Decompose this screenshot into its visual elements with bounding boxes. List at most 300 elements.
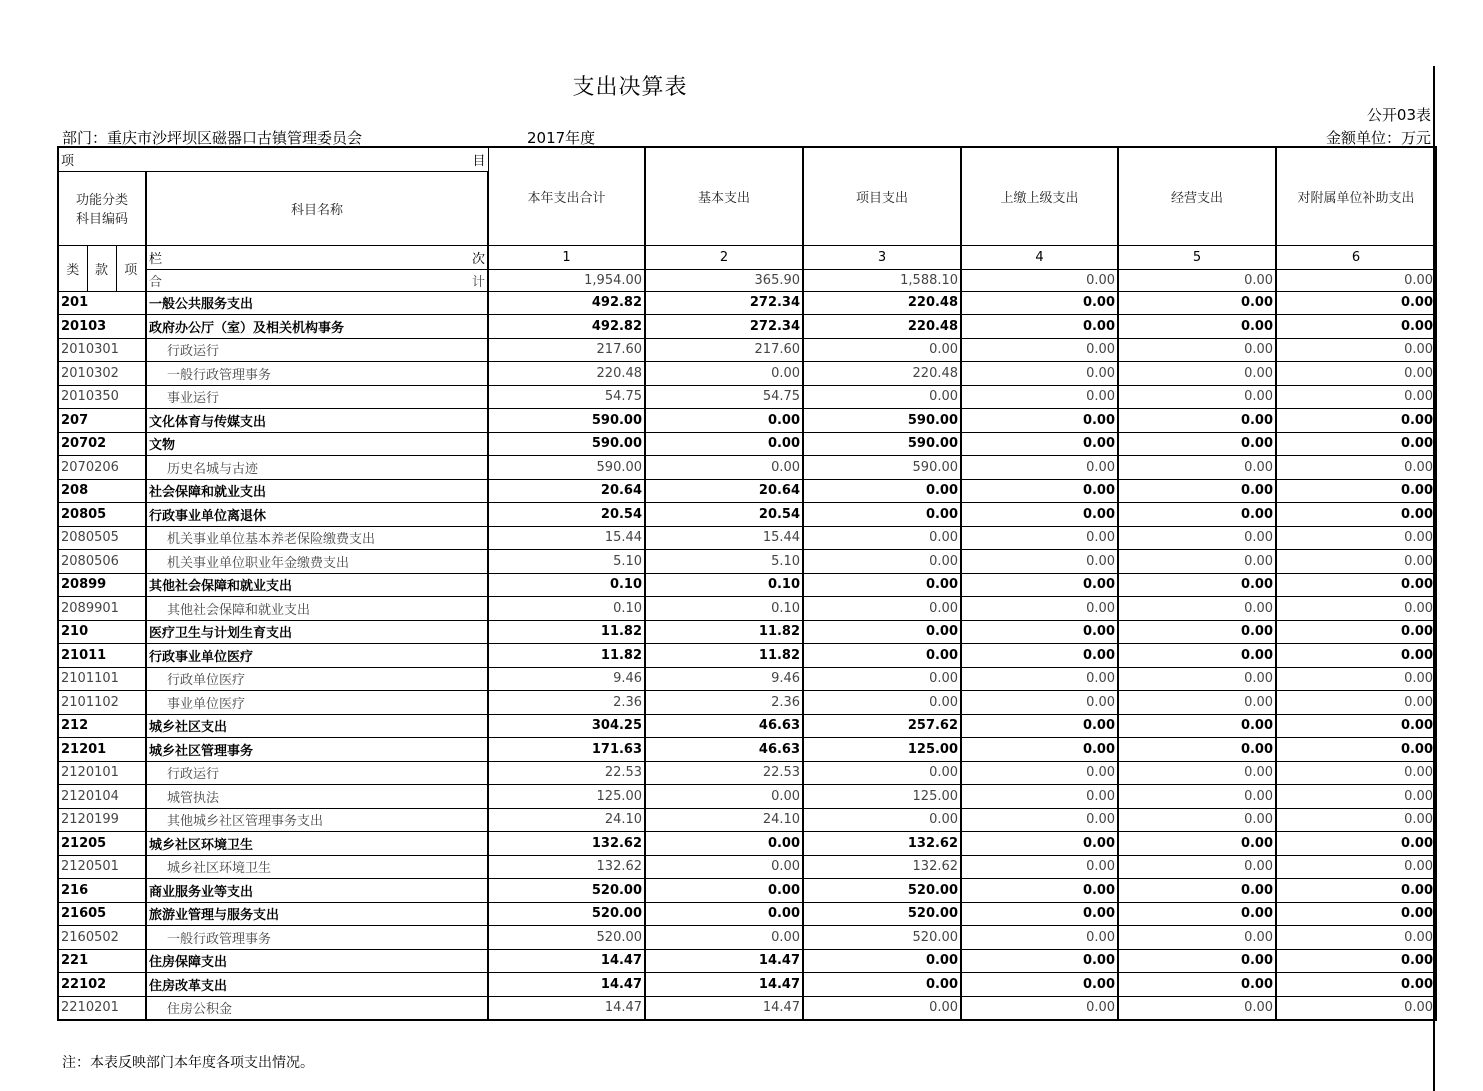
row-value-2: 272.34 (645, 315, 803, 339)
row-name: 城乡社区环境卫生 (146, 832, 488, 856)
row-value-6: 0.00 (1276, 832, 1436, 856)
row-code: 20805 (58, 503, 146, 527)
row-name: 其他城乡社区管理事务支出 (146, 808, 488, 832)
row-value-4: 0.00 (961, 291, 1118, 315)
table-row (58, 667, 1436, 691)
col-header-3: 项目支出 (803, 147, 961, 245)
row-value-4: 0.00 (961, 761, 1118, 785)
row-value-5: 0.00 (1118, 879, 1276, 903)
row-code: 2120101 (58, 761, 146, 785)
row-value-6: 0.00 (1276, 573, 1436, 597)
row-name: 社会保障和就业支出 (146, 479, 488, 503)
row-value-1: 20.64 (488, 479, 645, 503)
row-value-6: 0.00 (1276, 409, 1436, 433)
row-value-3: 0.00 (803, 573, 961, 597)
total-value-2: 365.90 (645, 269, 803, 291)
row-value-1: 132.62 (488, 832, 645, 856)
row-code: 210 (58, 620, 146, 644)
row-value-5: 0.00 (1118, 761, 1276, 785)
total-row (58, 269, 1436, 291)
row-name: 城管执法 (146, 785, 488, 809)
row-value-1: 22.53 (488, 761, 645, 785)
row-value-3: 0.00 (803, 691, 961, 715)
col-num-4: 4 (961, 245, 1118, 269)
row-value-6: 0.00 (1276, 714, 1436, 738)
department-label: 部门：重庆市沙坪坝区磁器口古镇管理委员会 (62, 129, 363, 147)
row-code: 2101102 (58, 691, 146, 715)
row-value-6: 0.00 (1276, 291, 1436, 315)
row-value-2: 0.00 (645, 902, 803, 926)
table-row (58, 691, 1436, 715)
row-value-3: 0.00 (803, 808, 961, 832)
table-row (58, 362, 1436, 386)
row-value-2: 0.00 (645, 832, 803, 856)
row-value-4: 0.00 (961, 879, 1118, 903)
row-value-6: 0.00 (1276, 879, 1436, 903)
row-code: 212 (58, 714, 146, 738)
row-value-2: 0.00 (645, 785, 803, 809)
row-value-2: 2.36 (645, 691, 803, 715)
row-value-5: 0.00 (1118, 832, 1276, 856)
row-value-6: 0.00 (1276, 691, 1436, 715)
row-value-4: 0.00 (961, 385, 1118, 409)
row-value-5: 0.00 (1118, 291, 1276, 315)
header-code-label: 功能分类 科目编码 (58, 171, 146, 245)
row-code: 20702 (58, 432, 146, 456)
row-name: 其他社会保障和就业支出 (146, 597, 488, 621)
row-value-4: 0.00 (961, 503, 1118, 527)
table-row (58, 949, 1436, 973)
row-name: 商业服务业等支出 (146, 879, 488, 903)
row-code: 2120501 (58, 855, 146, 879)
row-value-5: 0.00 (1118, 973, 1276, 997)
row-value-6: 0.00 (1276, 738, 1436, 762)
row-value-2: 0.00 (645, 362, 803, 386)
row-value-1: 132.62 (488, 855, 645, 879)
form-number: 公开03表 (1366, 106, 1431, 124)
header-row-top (58, 147, 1436, 171)
row-value-4: 0.00 (961, 926, 1118, 950)
row-value-6: 0.00 (1276, 456, 1436, 480)
table-row (58, 573, 1436, 597)
row-value-4: 0.00 (961, 808, 1118, 832)
row-value-6: 0.00 (1276, 996, 1436, 1020)
row-code: 21605 (58, 902, 146, 926)
row-value-5: 0.00 (1118, 996, 1276, 1020)
row-value-3: 220.48 (803, 291, 961, 315)
table-row (58, 291, 1436, 315)
row-value-2: 0.00 (645, 926, 803, 950)
table-row (58, 644, 1436, 668)
row-value-4: 0.00 (961, 409, 1118, 433)
header-kuan: 款 (87, 245, 116, 291)
row-value-5: 0.00 (1118, 456, 1276, 480)
row-value-6: 0.00 (1276, 503, 1436, 527)
row-value-6: 0.00 (1276, 597, 1436, 621)
row-value-2: 9.46 (645, 667, 803, 691)
row-name: 机关事业单位基本养老保险缴费支出 (146, 526, 488, 550)
row-value-3: 0.00 (803, 996, 961, 1020)
row-name: 行政事业单位离退休 (146, 503, 488, 527)
row-value-1: 492.82 (488, 315, 645, 339)
row-value-3: 520.00 (803, 926, 961, 950)
row-value-3: 0.00 (803, 949, 961, 973)
row-code: 2120104 (58, 785, 146, 809)
row-value-6: 0.00 (1276, 785, 1436, 809)
table-row (58, 409, 1436, 433)
row-value-4: 0.00 (961, 973, 1118, 997)
row-code: 2010302 (58, 362, 146, 386)
row-value-1: 11.82 (488, 620, 645, 644)
row-value-2: 14.47 (645, 973, 803, 997)
row-value-5: 0.00 (1118, 691, 1276, 715)
fiscal-year-label: 2017年度 (527, 129, 596, 147)
row-name: 住房改革支出 (146, 973, 488, 997)
row-value-5: 0.00 (1118, 667, 1276, 691)
row-value-6: 0.00 (1276, 338, 1436, 362)
table-row (58, 503, 1436, 527)
row-value-1: 520.00 (488, 926, 645, 950)
row-value-3: 132.62 (803, 832, 961, 856)
row-value-4: 0.00 (961, 996, 1118, 1020)
row-code: 2010301 (58, 338, 146, 362)
col-header-4: 上缴上级支出 (961, 147, 1118, 245)
table-row (58, 315, 1436, 339)
row-code: 20899 (58, 573, 146, 597)
row-name: 文化体育与传媒支出 (146, 409, 488, 433)
row-value-5: 0.00 (1118, 808, 1276, 832)
row-value-5: 0.00 (1118, 644, 1276, 668)
row-code: 2080505 (58, 526, 146, 550)
row-value-3: 590.00 (803, 456, 961, 480)
header-xiang: 项 (61, 153, 75, 169)
row-value-4: 0.00 (961, 315, 1118, 339)
footnote: 注：本表反映部门本年度各项支出情况。 (62, 1055, 314, 1071)
row-value-6: 0.00 (1276, 385, 1436, 409)
table-row (58, 832, 1436, 856)
row-value-6: 0.00 (1276, 902, 1436, 926)
row-value-6: 0.00 (1276, 644, 1436, 668)
col-num-6: 6 (1276, 245, 1436, 269)
amount-unit-label: 金额单位：万元 (1325, 129, 1431, 147)
row-value-3: 0.00 (803, 761, 961, 785)
row-value-3: 0.00 (803, 550, 961, 574)
row-name: 一般行政管理事务 (146, 362, 488, 386)
row-value-2: 54.75 (645, 385, 803, 409)
row-value-6: 0.00 (1276, 667, 1436, 691)
row-value-2: 0.10 (645, 573, 803, 597)
row-value-2: 20.54 (645, 503, 803, 527)
row-code: 2010350 (58, 385, 146, 409)
row-value-4: 0.00 (961, 573, 1118, 597)
row-code: 207 (58, 409, 146, 433)
expenditure-table (57, 146, 1437, 1021)
row-value-3: 0.00 (803, 503, 961, 527)
header-mu: 目 (472, 153, 486, 169)
table-row (58, 902, 1436, 926)
row-value-4: 0.00 (961, 550, 1118, 574)
row-code: 221 (58, 949, 146, 973)
row-value-6: 0.00 (1276, 808, 1436, 832)
row-value-5: 0.00 (1118, 738, 1276, 762)
total-value-1: 1,954.00 (488, 269, 645, 291)
row-value-3: 0.00 (803, 597, 961, 621)
row-value-1: 520.00 (488, 879, 645, 903)
row-value-5: 0.00 (1118, 855, 1276, 879)
row-name: 事业运行 (146, 385, 488, 409)
row-code: 20103 (58, 315, 146, 339)
row-code: 201 (58, 291, 146, 315)
row-value-2: 11.82 (645, 644, 803, 668)
row-name: 医疗卫生与计划生育支出 (146, 620, 488, 644)
table-row (58, 996, 1436, 1020)
row-value-4: 0.00 (961, 691, 1118, 715)
row-value-2: 14.47 (645, 996, 803, 1020)
row-value-3: 520.00 (803, 879, 961, 903)
row-value-5: 0.00 (1118, 385, 1276, 409)
row-value-6: 0.00 (1276, 973, 1436, 997)
row-code: 2080506 (58, 550, 146, 574)
total-ji: 计 (472, 274, 486, 290)
col-num-1: 1 (488, 245, 645, 269)
row-value-3: 125.00 (803, 785, 961, 809)
row-value-2: 0.00 (645, 855, 803, 879)
row-value-1: 9.46 (488, 667, 645, 691)
row-value-2: 46.63 (645, 738, 803, 762)
row-value-2: 0.00 (645, 879, 803, 903)
row-value-6: 0.00 (1276, 550, 1436, 574)
row-name: 一般公共服务支出 (146, 291, 488, 315)
row-value-2: 0.00 (645, 409, 803, 433)
table-row (58, 855, 1436, 879)
row-value-4: 0.00 (961, 338, 1118, 362)
row-name: 行政单位医疗 (146, 667, 488, 691)
row-value-5: 0.00 (1118, 479, 1276, 503)
row-value-1: 24.10 (488, 808, 645, 832)
total-value-3: 1,588.10 (803, 269, 961, 291)
row-value-5: 0.00 (1118, 550, 1276, 574)
row-code: 216 (58, 879, 146, 903)
row-value-1: 54.75 (488, 385, 645, 409)
header-lan: 栏 (149, 251, 163, 267)
row-value-6: 0.00 (1276, 362, 1436, 386)
row-value-3: 132.62 (803, 855, 961, 879)
row-value-1: 590.00 (488, 456, 645, 480)
row-value-3: 0.00 (803, 526, 961, 550)
row-code: 2070206 (58, 456, 146, 480)
row-value-4: 0.00 (961, 456, 1118, 480)
row-name: 文物 (146, 432, 488, 456)
row-value-5: 0.00 (1118, 573, 1276, 597)
row-value-4: 0.00 (961, 362, 1118, 386)
row-value-4: 0.00 (961, 832, 1118, 856)
row-code: 2120199 (58, 808, 146, 832)
col-header-1: 本年支出合计 (488, 147, 645, 245)
row-value-6: 0.00 (1276, 855, 1436, 879)
row-name: 事业单位医疗 (146, 691, 488, 715)
row-value-1: 14.47 (488, 996, 645, 1020)
row-code: 2101101 (58, 667, 146, 691)
col-header-6: 对附属单位补助支出 (1276, 147, 1436, 245)
row-name: 城乡社区支出 (146, 714, 488, 738)
row-value-1: 590.00 (488, 409, 645, 433)
row-name: 城乡社区环境卫生 (146, 855, 488, 879)
row-name: 住房保障支出 (146, 949, 488, 973)
row-name: 一般行政管理事务 (146, 926, 488, 950)
row-value-2: 15.44 (645, 526, 803, 550)
row-value-5: 0.00 (1118, 526, 1276, 550)
row-code: 2160502 (58, 926, 146, 950)
row-value-2: 0.00 (645, 456, 803, 480)
table-row (58, 620, 1436, 644)
row-value-5: 0.00 (1118, 902, 1276, 926)
row-code: 21205 (58, 832, 146, 856)
total-value-4: 0.00 (961, 269, 1118, 291)
row-value-3: 0.00 (803, 644, 961, 668)
header-name-label: 科目名称 (146, 171, 488, 245)
row-name: 旅游业管理与服务支出 (146, 902, 488, 926)
row-name: 行政运行 (146, 761, 488, 785)
header-lan-ci (146, 245, 488, 269)
total-value-5: 0.00 (1118, 269, 1276, 291)
row-value-3: 220.48 (803, 315, 961, 339)
row-value-5: 0.00 (1118, 315, 1276, 339)
row-name: 其他社会保障和就业支出 (146, 573, 488, 597)
row-value-3: 220.48 (803, 362, 961, 386)
row-value-4: 0.00 (961, 855, 1118, 879)
row-name: 行政事业单位医疗 (146, 644, 488, 668)
row-value-2: 0.00 (645, 432, 803, 456)
row-code: 2210201 (58, 996, 146, 1020)
row-code: 21011 (58, 644, 146, 668)
row-value-1: 2.36 (488, 691, 645, 715)
header-lei: 类 (58, 245, 87, 291)
row-value-1: 217.60 (488, 338, 645, 362)
row-value-4: 0.00 (961, 738, 1118, 762)
row-value-3: 0.00 (803, 667, 961, 691)
row-value-1: 520.00 (488, 902, 645, 926)
row-value-6: 0.00 (1276, 620, 1436, 644)
row-value-3: 125.00 (803, 738, 961, 762)
row-value-6: 0.00 (1276, 926, 1436, 950)
table-row (58, 761, 1436, 785)
row-code: 22102 (58, 973, 146, 997)
row-value-6: 0.00 (1276, 432, 1436, 456)
row-value-6: 0.00 (1276, 761, 1436, 785)
table-row (58, 597, 1436, 621)
row-value-1: 590.00 (488, 432, 645, 456)
row-value-6: 0.00 (1276, 526, 1436, 550)
table-row (58, 385, 1436, 409)
table-row (58, 456, 1436, 480)
table-row (58, 738, 1436, 762)
row-value-3: 0.00 (803, 620, 961, 644)
row-value-3: 0.00 (803, 973, 961, 997)
row-value-1: 220.48 (488, 362, 645, 386)
row-value-3: 520.00 (803, 902, 961, 926)
row-code: 21201 (58, 738, 146, 762)
row-value-4: 0.00 (961, 714, 1118, 738)
col-num-5: 5 (1118, 245, 1276, 269)
row-value-5: 0.00 (1118, 597, 1276, 621)
row-value-5: 0.00 (1118, 432, 1276, 456)
row-value-5: 0.00 (1118, 362, 1276, 386)
table-row (58, 432, 1436, 456)
row-value-4: 0.00 (961, 597, 1118, 621)
row-value-2: 11.82 (645, 620, 803, 644)
row-value-1: 20.54 (488, 503, 645, 527)
col-num-2: 2 (645, 245, 803, 269)
table-row (58, 926, 1436, 950)
row-value-5: 0.00 (1118, 714, 1276, 738)
row-value-5: 0.00 (1118, 338, 1276, 362)
row-value-6: 0.00 (1276, 315, 1436, 339)
col-num-3: 3 (803, 245, 961, 269)
row-value-3: 590.00 (803, 432, 961, 456)
row-value-1: 0.10 (488, 573, 645, 597)
row-value-2: 14.47 (645, 949, 803, 973)
col-header-5: 经营支出 (1118, 147, 1276, 245)
row-value-3: 590.00 (803, 409, 961, 433)
total-value-6: 0.00 (1276, 269, 1436, 291)
row-value-2: 20.64 (645, 479, 803, 503)
total-he: 合 (149, 274, 163, 290)
row-value-5: 0.00 (1118, 409, 1276, 433)
row-value-6: 0.00 (1276, 479, 1436, 503)
table-row (58, 973, 1436, 997)
row-value-1: 0.10 (488, 597, 645, 621)
header-xiang-mu (58, 147, 488, 171)
table-row (58, 338, 1436, 362)
row-name: 城乡社区管理事务 (146, 738, 488, 762)
row-value-2: 22.53 (645, 761, 803, 785)
row-value-6: 0.00 (1276, 949, 1436, 973)
row-value-2: 0.10 (645, 597, 803, 621)
row-name: 历史名城与古迹 (146, 456, 488, 480)
row-value-2: 24.10 (645, 808, 803, 832)
row-value-1: 11.82 (488, 644, 645, 668)
row-value-1: 14.47 (488, 949, 645, 973)
row-value-1: 171.63 (488, 738, 645, 762)
row-value-2: 46.63 (645, 714, 803, 738)
row-value-3: 257.62 (803, 714, 961, 738)
header-row-colnums (58, 245, 1436, 269)
row-value-1: 304.25 (488, 714, 645, 738)
row-value-2: 217.60 (645, 338, 803, 362)
table-row (58, 526, 1436, 550)
row-value-4: 0.00 (961, 902, 1118, 926)
row-value-5: 0.00 (1118, 503, 1276, 527)
row-value-3: 0.00 (803, 385, 961, 409)
col-header-2: 基本支出 (645, 147, 803, 245)
row-value-4: 0.00 (961, 432, 1118, 456)
table-row (58, 785, 1436, 809)
row-value-3: 0.00 (803, 338, 961, 362)
total-label (146, 269, 488, 291)
row-name: 行政运行 (146, 338, 488, 362)
page-title: 支出决算表 (572, 75, 688, 100)
row-value-2: 5.10 (645, 550, 803, 574)
row-code: 208 (58, 479, 146, 503)
row-name: 机关事业单位职业年金缴费支出 (146, 550, 488, 574)
table-row (58, 550, 1436, 574)
row-value-5: 0.00 (1118, 926, 1276, 950)
row-code: 2089901 (58, 597, 146, 621)
row-value-1: 492.82 (488, 291, 645, 315)
table-row (58, 808, 1436, 832)
header-ci: 次 (472, 251, 486, 267)
row-value-4: 0.00 (961, 667, 1118, 691)
